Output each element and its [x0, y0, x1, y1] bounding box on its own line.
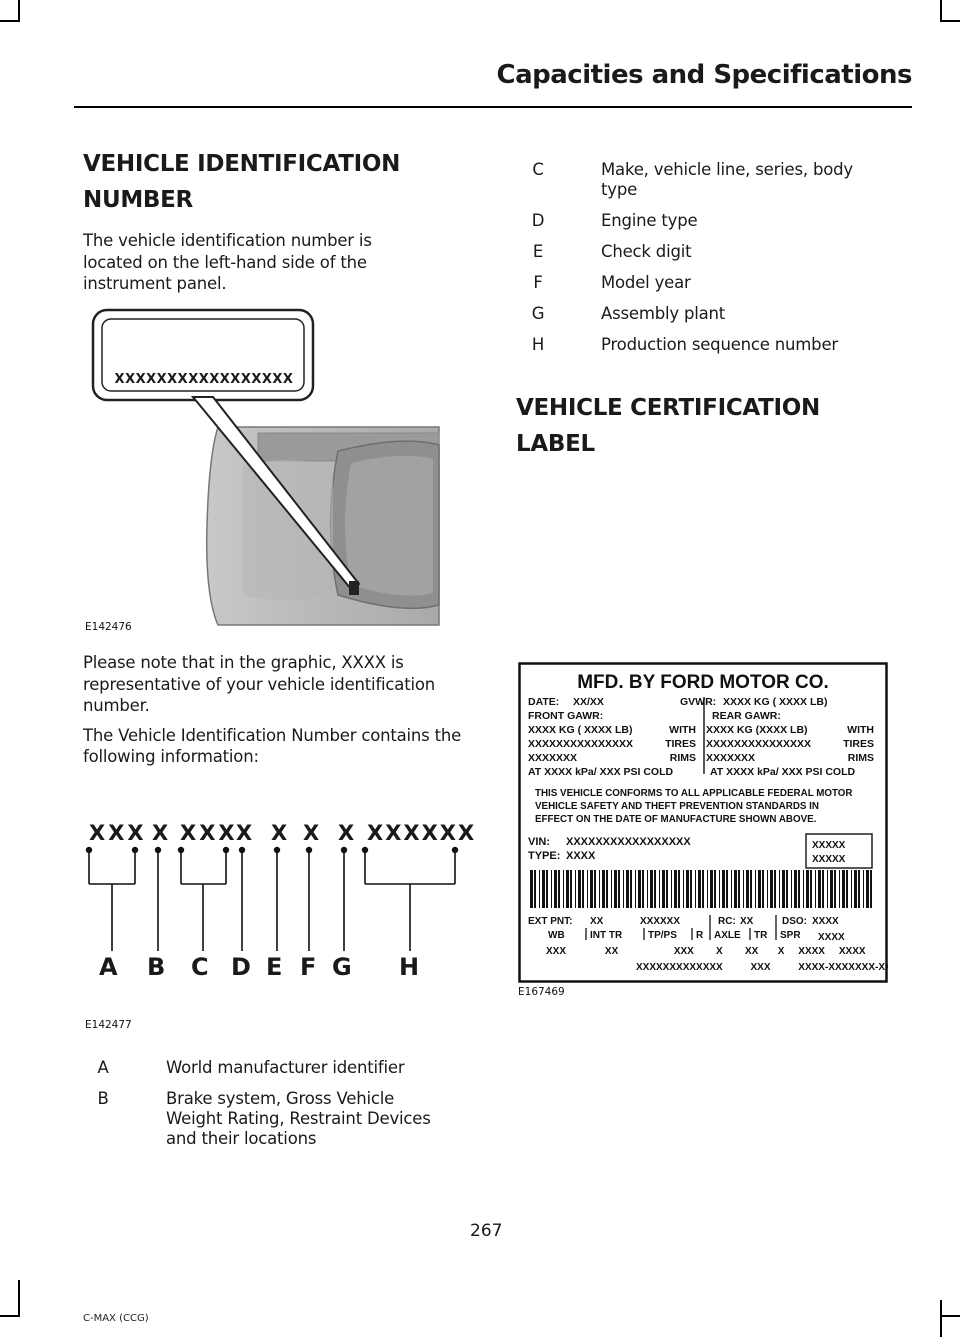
svg-text:R: R: [696, 930, 704, 941]
vin-letter-d: D: [231, 953, 251, 981]
barcode-bar: [702, 870, 704, 908]
svg-text:EXT PNT:: EXT PNT:: [528, 916, 573, 927]
vin-letter-c: C: [191, 953, 209, 981]
barcode-bar: [623, 870, 624, 908]
barcode-bar: [671, 870, 672, 908]
crop-mark: [18, 1280, 20, 1316]
vin-letter-g: G: [332, 953, 352, 981]
svg-text:REAR GAWR:: REAR GAWR:: [712, 710, 781, 722]
vin-plate-text: XXXXXXXXXXXXXXXXX: [114, 372, 294, 387]
barcode-bar: [746, 870, 749, 908]
barcode-bar: [546, 870, 548, 908]
svg-text:TR: TR: [754, 930, 768, 941]
car-illustration: [83, 305, 443, 641]
barcode-bar: [791, 870, 792, 908]
barcode-bar: [734, 870, 737, 908]
barcode-bar: [770, 870, 773, 908]
barcode-bar: [599, 870, 600, 908]
barcode-bar: [698, 870, 701, 908]
crop-mark: [0, 1315, 20, 1317]
barcode-bar: [578, 870, 581, 908]
barcode-bar: [575, 870, 576, 908]
barcode-bar: [614, 870, 617, 908]
svg-text:SPR: SPR: [780, 930, 801, 941]
svg-text:XXXXXXX: XXXXXXX: [528, 752, 578, 764]
barcode-bar: [839, 870, 840, 908]
barcode-bar: [719, 870, 720, 908]
svg-text:TYPE:: TYPE:: [528, 850, 561, 862]
barcode-bar: [758, 870, 761, 908]
barcode-bar: [810, 870, 812, 908]
svg-text:XXXX KG ( XXXX LB): XXXX KG ( XXXX LB): [723, 696, 828, 708]
svg-text:RIMS: RIMS: [669, 752, 696, 764]
barcode-bar: [710, 870, 713, 908]
vin-group-g: X: [338, 821, 355, 845]
section-title: VEHICLE IDENTIFICATION NUMBER: [83, 151, 401, 213]
barcode-bar: [762, 870, 764, 908]
barcode-bar: [755, 870, 756, 908]
barcode-bar: [647, 870, 648, 908]
svg-text:VEHICLE SAFETY AND THEFT PREVE: VEHICLE SAFETY AND THEFT PREVENTION STANDARDS IN: [535, 801, 819, 812]
svg-text:FRONT GAWR:: FRONT GAWR:: [528, 710, 604, 722]
barcode-bar: [806, 870, 809, 908]
barcode-bar: [830, 870, 833, 908]
vin-group-c: XXX: [180, 821, 238, 845]
barcode-bar: [842, 870, 845, 908]
contains-paragraph: The Vehicle Identification Number contains the following information:: [83, 725, 462, 766]
figure-code: E167469: [518, 986, 565, 998]
vin-letter-f: F: [300, 953, 317, 981]
svg-text:VIN:: VIN:: [528, 836, 550, 848]
vin-location-figure: [83, 305, 443, 641]
certification-label-figure: [518, 662, 888, 998]
svg-text:XXXXX: XXXXX: [812, 840, 846, 851]
crop-mark: [940, 20, 960, 22]
svg-text:AT XXXX kPa/ XXX PSI: AT XXXX kPa/ XXX PSI COLD: [528, 766, 674, 778]
barcode-bar: [786, 870, 788, 908]
note-paragraph: Please note that in the graphic, XXXX is representative of your vehicle identification number.: [83, 653, 436, 715]
barcode-bar: [630, 870, 632, 908]
svg-text:WB: WB: [548, 930, 565, 941]
barcode-bar: [674, 870, 677, 908]
svg-text:RIMS: RIMS: [847, 752, 874, 764]
svg-text:THIS VEHICLE CONFORMS TO ALL A: THIS VEHICLE CONFORMS TO ALL APPLICABLE FEDERAL MOTOR: [535, 788, 853, 799]
svg-text:AXLE: AXLE: [714, 930, 741, 941]
barcode-bar: [774, 870, 776, 908]
barcode-bar: [779, 870, 780, 908]
barcode-bar: [558, 870, 560, 908]
header-divider: [74, 106, 912, 108]
barcode-bar: [815, 870, 816, 908]
barcode-bar: [570, 870, 572, 908]
svg-text:XXXX KG (XXXX LB): XXXX KG (XXXX LB): [706, 724, 808, 736]
vin-group-e: X: [271, 821, 288, 845]
vin-breakdown-diagram: [83, 818, 468, 1033]
barcode-bar: [683, 870, 684, 908]
barcode-bar: [666, 870, 668, 908]
barcode-bar: [767, 870, 768, 908]
barcode-bar: [851, 870, 852, 908]
barcode-bar: [654, 870, 656, 908]
barcode-bar: [534, 870, 536, 908]
barcode-bar: [582, 870, 584, 908]
svg-text:XXXXXXXXXXXXX XXX: XXXXXXXXXXXXX XXX XXXX-XXXXXXX-XX: [636, 962, 888, 973]
certification-label: [518, 662, 888, 984]
barcode-bar: [750, 870, 752, 908]
section-certification: [516, 390, 906, 462]
barcode-bar: [686, 870, 689, 908]
svg-text:XXX XX: XXX XX XXX X XX X XXXX XXXX: [546, 946, 866, 957]
svg-text:XXXX: XXXX: [818, 932, 845, 943]
barcode-bar: [726, 870, 728, 908]
barcode-bar: [659, 870, 660, 908]
svg-text:XXXX: XXXX: [566, 850, 596, 862]
svg-text:RC:: RC:: [718, 916, 736, 927]
svg-text:AT XXXX kPa/ XXX PSI C: AT XXXX kPa/ XXX PSI COLD: [710, 766, 856, 778]
barcode-bar: [782, 870, 785, 908]
barcode-bar: [803, 870, 804, 908]
vin-group-d: X: [236, 821, 253, 845]
barcode-bar: [606, 870, 608, 908]
svg-text:XXXXX: XXXXX: [812, 854, 846, 865]
barcode-bar: [662, 870, 665, 908]
definition-list-right: C Make, vehicle line, series, body type D Engine type E Check digit F Model year G Assembly plant H Production sequence number: [531, 160, 853, 354]
barcode-bar: [611, 870, 612, 908]
vin-letter-h: H: [399, 953, 420, 981]
intro-paragraph: The vehicle identification number is located on the left-hand side of the instrument panel.: [83, 231, 372, 293]
barcode-bar: [798, 870, 800, 908]
svg-text:TIRES: TIRES: [665, 738, 696, 750]
vin-note: [83, 652, 478, 768]
barcode-bar: [554, 870, 557, 908]
barcode-bar: [818, 870, 821, 908]
svg-text:XXXX: XXXX: [812, 916, 839, 927]
model-code: C-MAX (CCG): [83, 1313, 149, 1324]
svg-text:WITH: WITH: [669, 724, 696, 736]
crop-mark: [0, 20, 20, 22]
barcode-bar: [854, 870, 857, 908]
svg-text:DSO:: DSO:: [782, 916, 807, 927]
barcode-bar: [695, 870, 696, 908]
svg-text:XX: XX: [590, 916, 604, 927]
barcode-bar: [563, 870, 564, 908]
barcode-bar: [846, 870, 848, 908]
figure-code: E142477: [85, 1019, 132, 1031]
barcode-bar: [866, 870, 869, 908]
vin-group-h: XXXXXX: [367, 821, 477, 845]
vin-group-b: X: [152, 821, 169, 845]
barcode-bar: [530, 870, 533, 908]
barcode-bar: [626, 870, 629, 908]
svg-text:INT TR: INT TR: [590, 930, 623, 941]
barcode-bar: [594, 870, 596, 908]
barcode-bar: [738, 870, 740, 908]
barcode-bar: [635, 870, 636, 908]
barcode-bar: [638, 870, 641, 908]
barcode-bar: [858, 870, 860, 908]
barcode-bar: [551, 870, 552, 908]
barcode-bar: [707, 870, 708, 908]
svg-text:XXXX KG ( XXXX LB): XXXX KG ( XXXX LB): [528, 724, 633, 736]
barcode-bar: [678, 870, 680, 908]
vin-letter-b: B: [147, 953, 166, 981]
barcode-bar: [566, 870, 569, 908]
vin-group-f: X: [303, 821, 320, 845]
svg-text:XXXXXXXXXXXXXXX: XXXXXXXXXXXXXXX: [528, 738, 634, 750]
crop-mark: [940, 1300, 942, 1337]
definition-list-left: A World manufacturer identifier B Brake system, Gross Vehicle Weight Rating, Restraint Devices and their locations: [97, 1058, 431, 1148]
figure-code: E142476: [85, 621, 132, 633]
svg-text:XXXXXXX: XXXXXXX: [706, 752, 756, 764]
barcode-bar: [794, 870, 797, 908]
barcode-bar: [714, 870, 716, 908]
barcode-bar: [722, 870, 725, 908]
vin-breakdown-figure: [83, 818, 477, 1033]
barcode-bar: [642, 870, 644, 908]
barcode-bar: [539, 870, 540, 908]
svg-text:XXXXXX: XXXXXX: [640, 916, 681, 927]
svg-text:DATE:: DATE:: [528, 696, 560, 708]
svg-text:EFFECT ON THE DATE OF MANUFACT: EFFECT ON THE DATE OF MANUFACTURE SHOWN ABOVE.: [535, 814, 817, 825]
barcode-bar: [827, 870, 828, 908]
svg-text:GVWR:: GVWR:: [680, 696, 717, 708]
vin-group-a: XXX: [89, 821, 147, 845]
barcode-bar: [590, 870, 593, 908]
crop-mark: [940, 1315, 960, 1317]
page-number: 267: [470, 1221, 503, 1241]
crop-mark: [18, 0, 20, 22]
barcode-bar: [743, 870, 744, 908]
barcode-bar: [542, 870, 545, 908]
svg-text:TIRES: TIRES: [843, 738, 874, 750]
crop-mark: [940, 0, 942, 22]
barcode-bar: [602, 870, 605, 908]
barcode-bar: [822, 870, 824, 908]
section-title: VEHICLE CERTIFICATION LABEL: [516, 395, 820, 457]
barcode-bar: [650, 870, 653, 908]
svg-text:XXXXXXXXXXXXXXX: XXXXXXXXXXXXXXX: [706, 738, 812, 750]
label-title: MFD. BY FORD MOTOR CO.: [577, 672, 829, 693]
svg-text:XXXXXXXXXXXXXXXXX: XXXXXXXXXXXXXXXXX: [566, 836, 691, 848]
barcode-bar: [587, 870, 588, 908]
barcode-bar: [870, 870, 872, 908]
barcode-bar: [690, 870, 692, 908]
section-vin: [83, 146, 473, 295]
barcode-bar: [863, 870, 864, 908]
barcode-bar: [834, 870, 836, 908]
vin-letter-a: A: [99, 953, 118, 981]
vin-letter-e: E: [266, 953, 283, 981]
svg-text:XX/XX: XX/XX: [573, 696, 604, 708]
svg-text:WITH: WITH: [847, 724, 874, 736]
svg-text:TP/PS: TP/PS: [648, 930, 677, 941]
barcode-bar: [618, 870, 620, 908]
page-header-title: Capacities and Specifications: [496, 60, 912, 90]
barcode-bar: [731, 870, 732, 908]
svg-text:XX: XX: [740, 916, 754, 927]
